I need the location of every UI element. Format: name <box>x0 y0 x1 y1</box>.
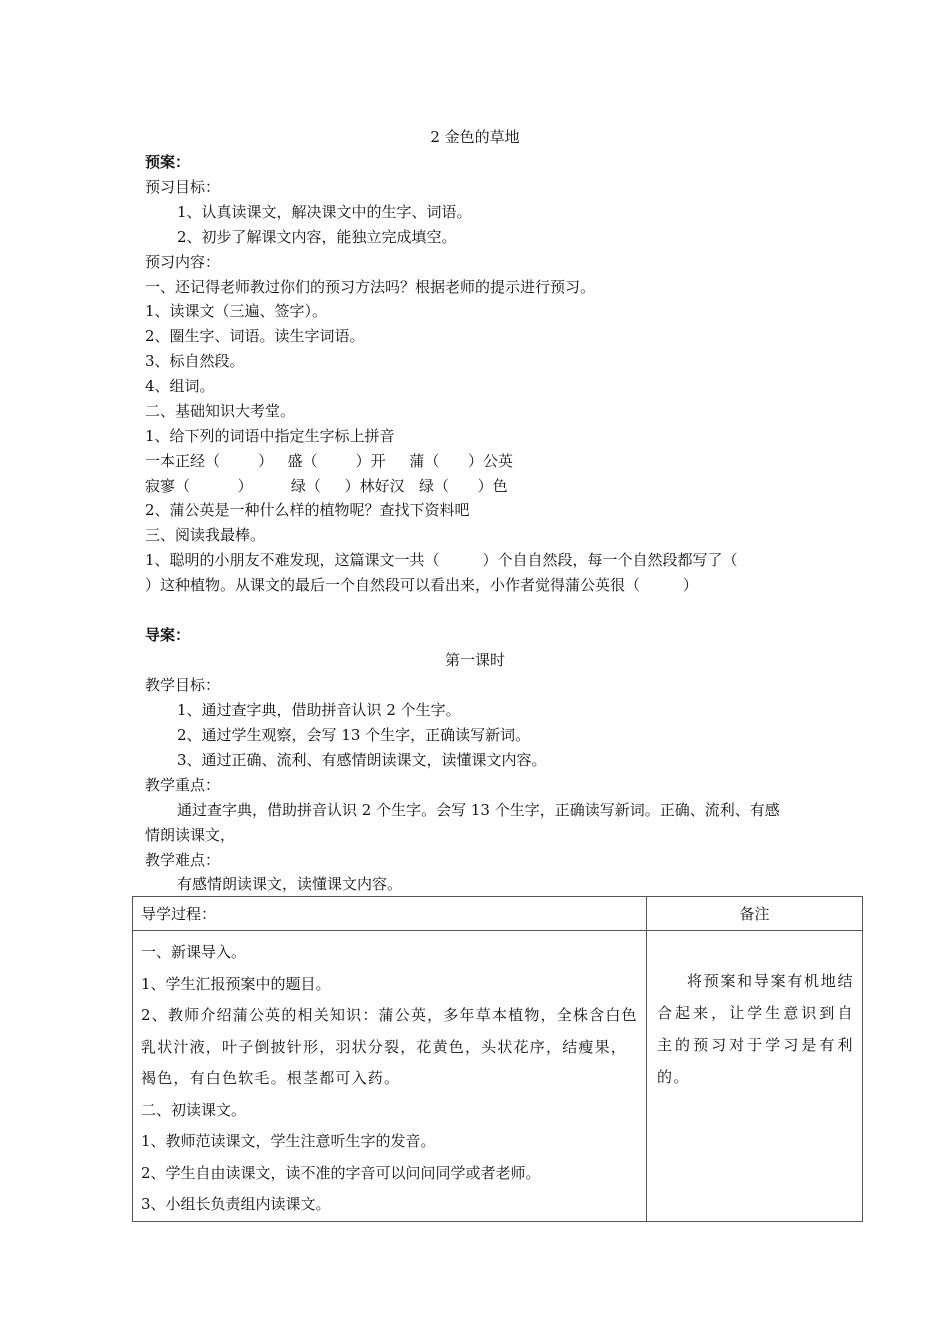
teach-goal-1: 1、通过查字典，借助拼音认识 2 个生字。 <box>177 701 461 719</box>
process-line-7: 3、小组长负责组内读课文。 <box>141 1195 331 1213</box>
teach-goal-3: 3、通过正确、流利、有感情朗读课文，读懂课文内容。 <box>177 751 547 769</box>
prep-goal-1: 1、认真读课文，解决课文中的生字、词语。 <box>177 203 472 221</box>
process-line-6: 2、学生自由读课文，读不准的字音可以问问同学或者老师。 <box>141 1163 541 1182</box>
prep-line-8: 一本正经（ ） 盛（ ）开 蒲（ ）公英 <box>145 452 514 470</box>
teach-goal-2: 2、通过学生观察，会写 13 个生字，正确读写新词。 <box>177 726 531 744</box>
prep-line-12: 1、聪明的小朋友不难发现，这篇课文一共（ ）个自自然段，每一个自然段都写了（ <box>145 551 738 569</box>
prep-line-9: 寂寥（ ） 绿（ ）林好汉 绿（ ）色 <box>145 477 508 495</box>
prep-goal-label: 预习目标： <box>145 178 221 196</box>
process-line-2: 1、学生汇报预案中的题目。 <box>141 974 331 993</box>
prep-line-3: 2、圈生字、词语。读生字词语。 <box>145 327 365 345</box>
note-cell <box>647 931 863 1222</box>
process-line-3: 2、教师介绍蒲公英的相关知识：蒲公英，多年草本植物，全株含白色乳状汁液，叶子倒披针形，羽状分裂，花黄色，头状花序，结瘦果，褐色，有白色软毛。根茎都可入药。 <box>141 1006 638 1087</box>
table-header-row <box>133 897 863 931</box>
note-text: 将预案和导案有机地结合起来，让学生意识到自主的预习对于学习是有利的。 <box>657 972 854 1086</box>
key-line-2: 情朗读课文， <box>145 826 236 844</box>
document-title: 2 金色的草地 <box>430 128 520 146</box>
key-line-1: 通过查字典，借助拼音认识 2 个生字。会写 13 个生字，正确读写新词。正确、流利、有感 <box>177 801 780 819</box>
prep-line-4: 3、标自然段。 <box>145 352 245 370</box>
key-label: 教学重点： <box>145 776 221 794</box>
difficulty-label: 教学难点： <box>145 851 221 869</box>
guide-heading: 导案： <box>145 626 191 644</box>
prep-content-label: 预习内容： <box>145 253 221 271</box>
note-header: 备注 <box>647 897 863 931</box>
process-line-5: 1、教师范读课文，学生注意听生字的发音。 <box>141 1132 436 1150</box>
prep-line-13: ）这种植物。从课文的最后一个自然段可以看出来，小作者觉得蒲公英很（ ） <box>145 576 698 594</box>
lesson-title: 第一课时 <box>444 651 505 669</box>
prep-line-10: 2、蒲公英是一种什么样的植物呢？查找下资料吧 <box>145 501 470 519</box>
prep-line-6: 二、基础知识大考堂。 <box>145 402 296 420</box>
table-row <box>133 931 863 1222</box>
teach-goal-label: 教学目标： <box>145 676 221 694</box>
prep-heading: 预案： <box>145 153 191 171</box>
prep-line-7: 1、给下列的词语中指定生字标上拼音 <box>145 427 395 445</box>
process-cell <box>133 931 647 1222</box>
process-line-4: 二、初读课文。 <box>141 1100 247 1119</box>
process-line-1: 一、新课导入。 <box>141 943 247 961</box>
difficulty-text: 有感情朗读课文，读懂课文内容。 <box>177 875 403 893</box>
prep-line-5: 4、组词。 <box>145 377 215 395</box>
prep-line-11: 三、阅读我最棒。 <box>145 526 266 544</box>
guide-process-table <box>132 896 863 1222</box>
prep-goal-2: 2、初步了解课文内容，能独立完成填空。 <box>177 228 457 246</box>
process-header: 导学过程： <box>133 897 647 931</box>
prep-line-1: 一、还记得老师教过你们的预习方法吗？根据老师的提示进行预习。 <box>145 278 596 296</box>
prep-line-2: 1、读课文（三遍、签字）。 <box>145 302 328 320</box>
